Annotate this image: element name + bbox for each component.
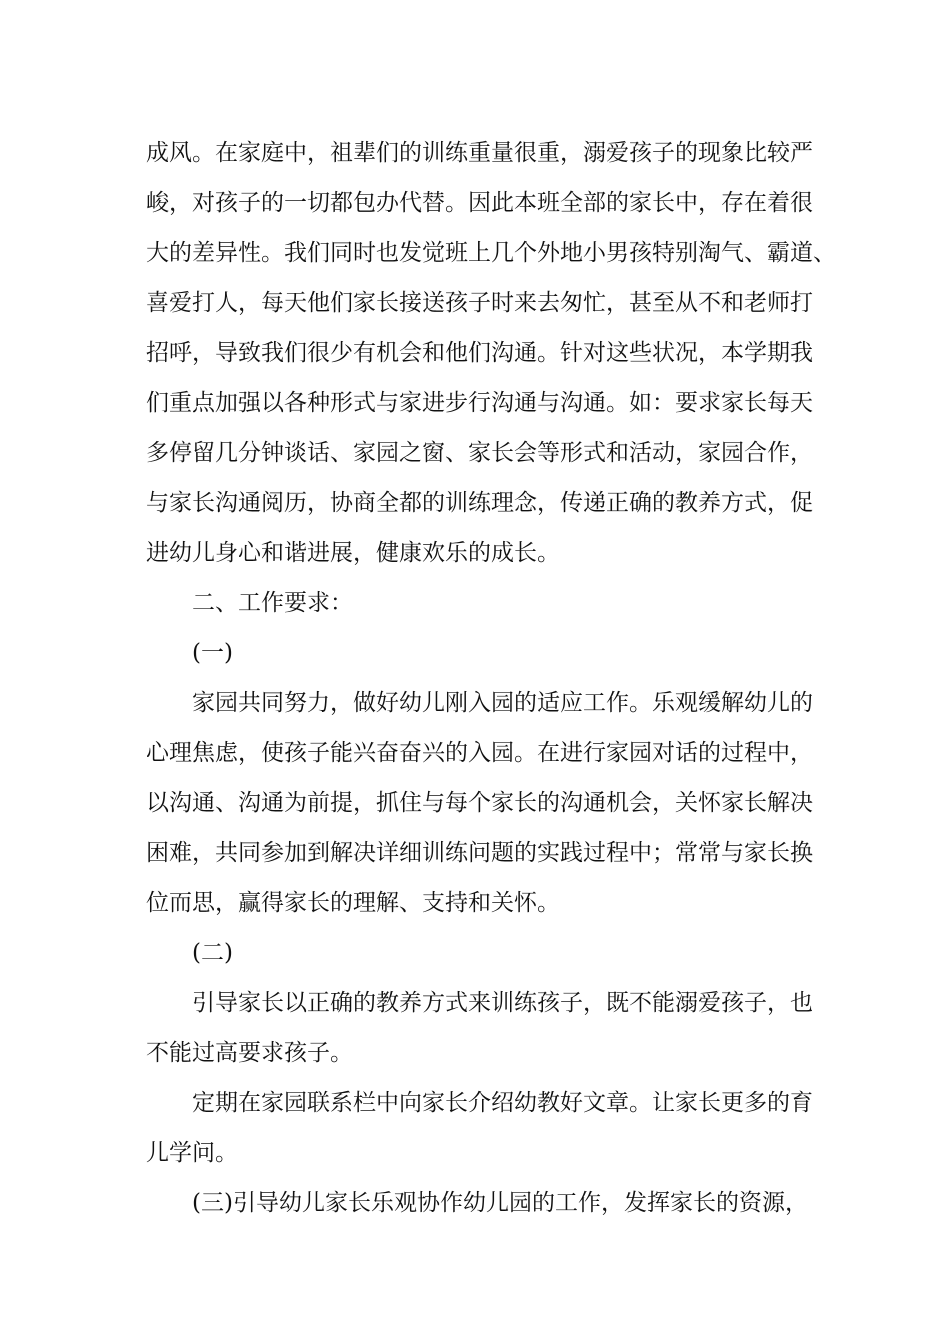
- text-line-9: 进幼儿身心和谐进展，健康欢乐的成长。: [146, 540, 560, 566]
- text-line-18: 引导家长以正确的教养方式来训练孩子，既不能溺爱孩子，也: [192, 990, 813, 1016]
- subsection-marker-1: (一): [192, 640, 233, 666]
- text-line-19: 不能过高要求孩子。: [146, 1040, 353, 1066]
- text-line-8: 与家长沟通阅历，协商全都的训练理念，传递正确的教养方式，促: [146, 490, 813, 516]
- text-line-4: 喜爱打人，每天他们家长接送孩子时来去匆忙，甚至从不和老师打: [146, 290, 813, 316]
- subsection-marker-2: (二): [192, 940, 233, 966]
- text-line-1: 成风。在家庭中，祖辈们的训练重量很重，溺爱孩子的现象比较严: [146, 140, 813, 166]
- section-heading: 二、工作要求：: [192, 590, 353, 616]
- text-line-21: 儿学问。: [146, 1140, 238, 1166]
- text-line-6: 们重点加强以各种形式与家进步行沟通与沟通。如：要求家长每天: [146, 390, 813, 416]
- text-line-20: 定期在家园联系栏中向家长介绍幼教好文章。让家长更多的育: [192, 1090, 813, 1116]
- text-line-15: 困难，共同参加到解决详细训练问题的实践过程中；常常与家长换: [146, 840, 813, 866]
- text-line-16: 位而思，赢得家长的理解、支持和关怀。: [146, 890, 560, 916]
- text-line-7: 多停留几分钟谈话、家园之窗、家长会等形式和活动，家园合作，: [146, 440, 813, 466]
- text-line-3: 大的差异性。我们同时也发觉班上几个外地小男孩特别淘气、霸道、: [146, 240, 836, 266]
- text-line-12: 家园共同努力，做好幼儿刚入园的适应工作。乐观缓解幼儿的: [192, 690, 813, 716]
- text-line-13: 心理焦虑，使孩子能兴奋奋兴的入园。在进行家园对话的过程中，: [146, 740, 813, 766]
- text-line-5: 招呼，导致我们很少有机会和他们沟通。针对这些状况，本学期我: [146, 340, 813, 366]
- subsection-line-3: (三)引导幼儿家长乐观协作幼儿园的工作，发挥家长的资源，: [192, 1190, 808, 1216]
- text-line-14: 以沟通、沟通为前提，抓住与每个家长的沟通机会，关怀家长解决: [146, 790, 813, 816]
- text-line-2: 峻，对孩子的一切都包办代替。因此本班全部的家长中，存在着很: [146, 190, 813, 216]
